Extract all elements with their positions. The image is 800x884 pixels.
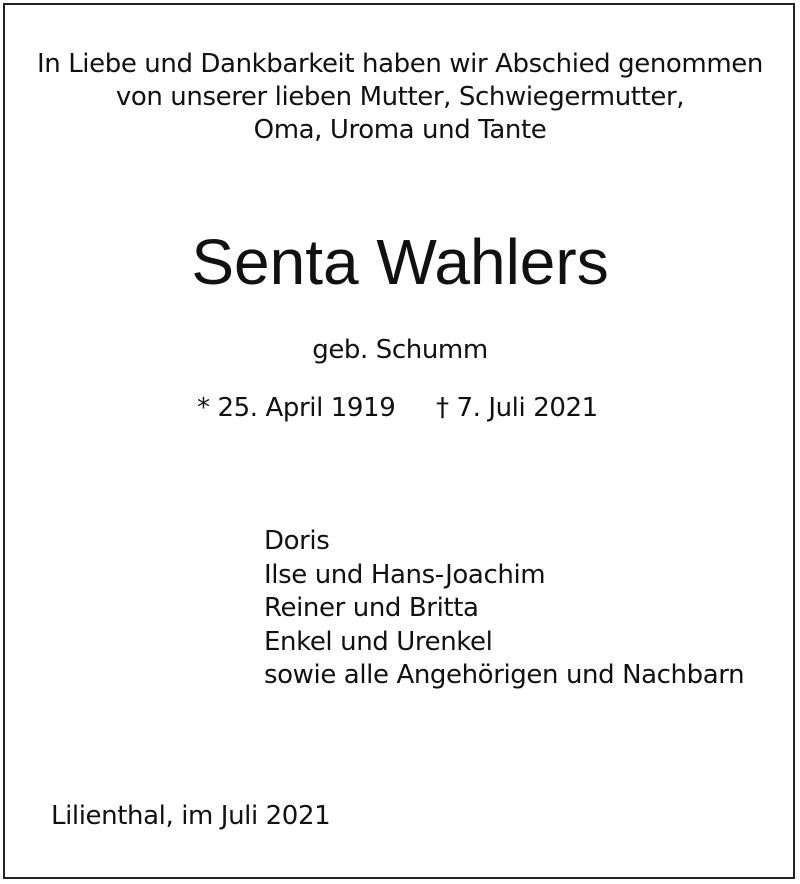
mourners-list bbox=[264, 525, 744, 693]
maiden-name: geb. Schumm bbox=[312, 335, 488, 365]
mourner-entry: Reiner und Britta bbox=[264, 593, 479, 623]
intro-line: In Liebe und Dankbarkeit haben wir Abschied genommen bbox=[37, 49, 763, 79]
deceased-name: Senta Wahlers bbox=[191, 226, 609, 298]
death-date: † 7. Juli 2021 bbox=[436, 393, 598, 423]
birth-date: * 25. April 1919 bbox=[197, 393, 396, 423]
intro-text bbox=[0, 48, 800, 147]
place-and-date: Lilienthal, im Juli 2021 bbox=[51, 801, 331, 831]
mourner-entry: Ilse und Hans-Joachim bbox=[264, 559, 546, 590]
intro-line: Oma, Uroma und Tante bbox=[253, 115, 547, 145]
mourner-entry: Enkel und Urenkel bbox=[264, 626, 493, 657]
mourner-entry: Doris bbox=[264, 526, 330, 556]
mourner-entry: sowie alle Angehörigen und Nachbarn bbox=[264, 660, 745, 690]
intro-line: von unserer lieben Mutter, Schwiegermutter, bbox=[115, 82, 685, 112]
